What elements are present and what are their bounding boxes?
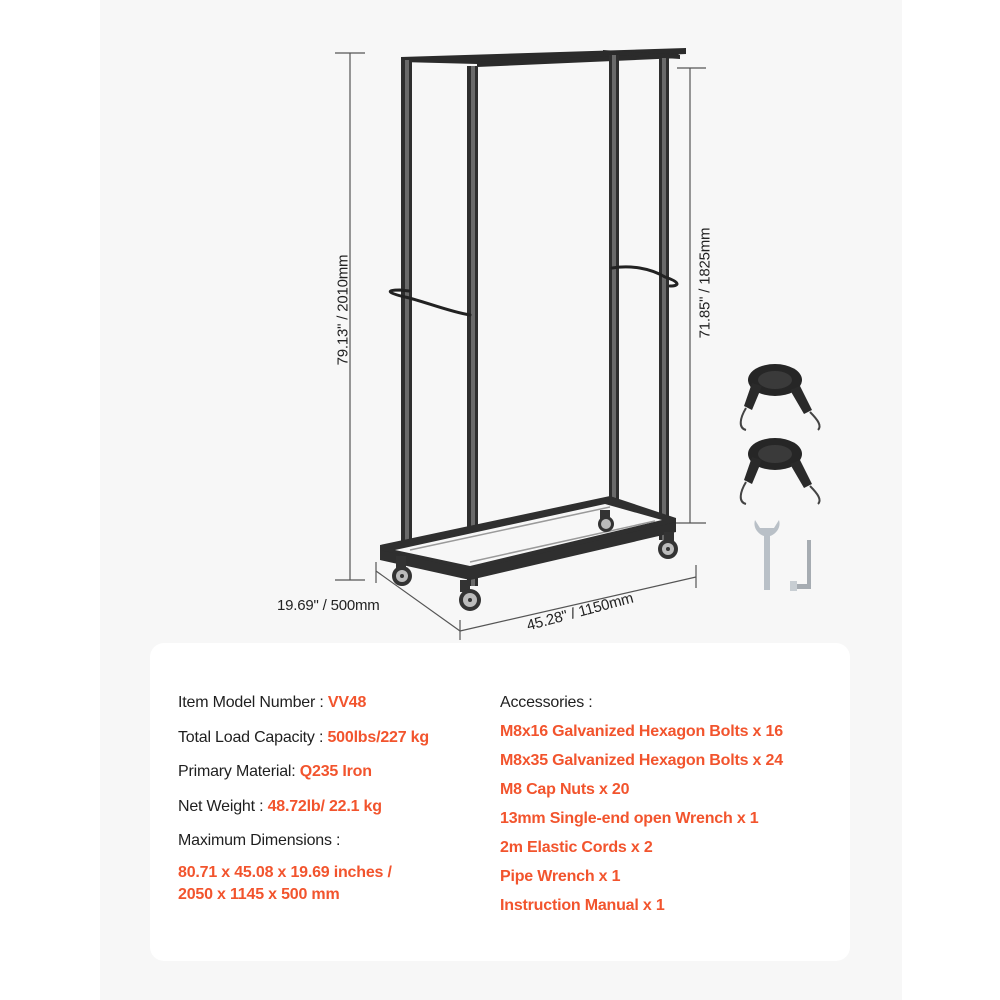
max-dimensions-value [178,862,498,906]
spec-weight [178,797,498,817]
spec-model [178,693,498,713]
spec-material [178,762,498,782]
accessories-list [500,693,840,925]
spec-label: Net Weight : [178,797,268,815]
spec-label: Primary Material: [178,763,300,780]
max-dimensions-inches: 80.71 x 45.08 x 19.69 inches / [178,863,392,881]
spec-max-dimensions [178,831,498,851]
spec-list [178,693,498,906]
accessories-heading: Accessories : [500,694,593,711]
accessory-item: 13mm Single-end open Wrench x 1 [500,810,759,827]
accessory-item: 2m Elastic Cords x 2 [500,839,653,856]
accessory-item: M8 Cap Nuts x 20 [500,781,630,798]
spec-value: VV48 [327,694,367,711]
width-label: 45.28" / 1150mm [524,589,636,635]
accessory-item: M8x16 Galvanized Hexagon Bolts x 16 [500,723,783,740]
total-height-label: 79.13" / 2010mm [334,254,352,366]
open-wrench-icon [754,520,779,590]
elastic-cord-icon [741,364,820,430]
spec-value: Q235 Iron [299,763,372,780]
spec-label: Item Model Number : [178,694,328,711]
spec-label: Maximum Dimensions : [178,832,341,849]
spec-label: Total Load Capacity : [178,728,328,746]
accessory-item: Instruction Manual x 1 [500,897,665,914]
accessory-item: Pipe Wrench x 1 [500,868,621,885]
spec-load [178,728,498,748]
depth-label: 19.69" / 500mm [277,597,380,614]
accessory-item: M8x35 Galvanized Hexagon Bolts x 24 [500,752,783,769]
spec-value: 48.72lb/ 22.1 kg [267,797,382,815]
inner-height-label: 71.85" / 1825mm [696,227,714,339]
pipe-wrench-icon [790,540,811,591]
max-dimensions-mm: 2050 x 1145 x 500 mm [178,885,340,903]
spec-value: 500lbs/227 kg [327,728,429,746]
spec-card [150,643,850,961]
elastic-cord-icon [741,438,820,504]
